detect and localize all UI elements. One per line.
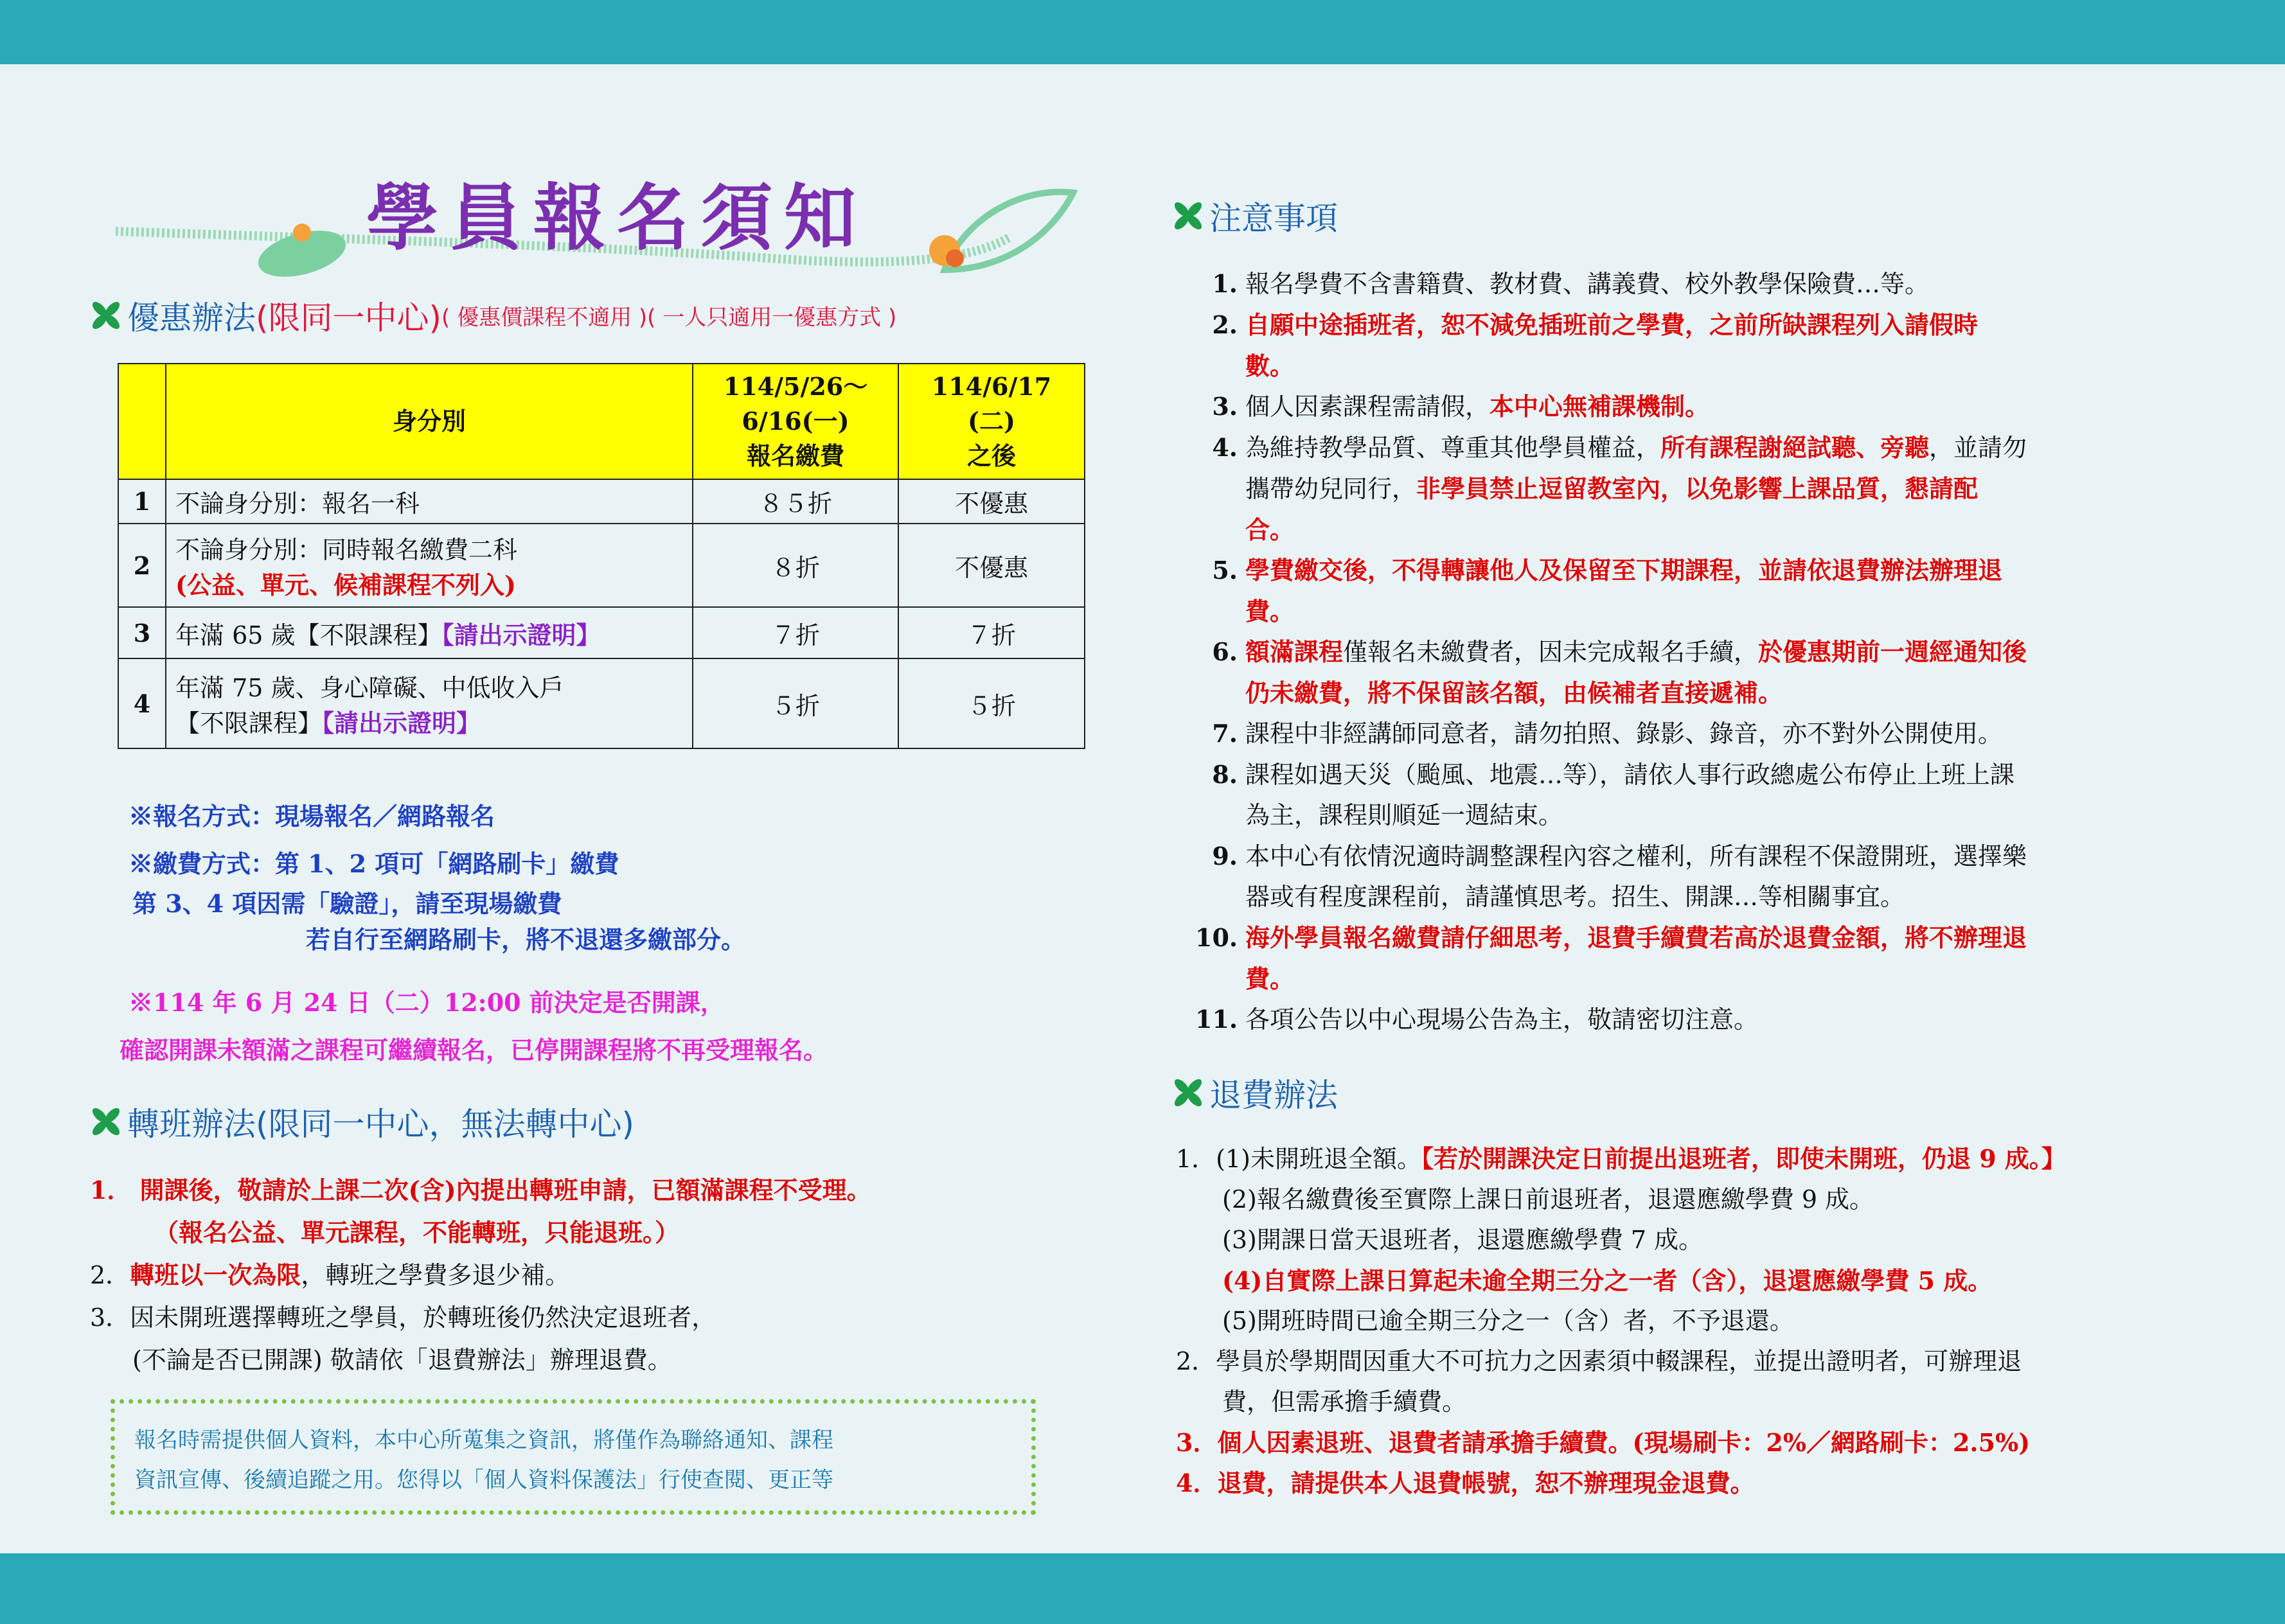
- attention-item-7: [1195, 713, 2027, 754]
- refund-item-1c: (3)開課日當天退班者，退還應繳學費 7 成。: [1222, 1226, 1703, 1254]
- title-area: [109, 141, 1086, 296]
- row-num: 2: [118, 524, 166, 607]
- discount-heading-text: 優惠辦法: [127, 299, 256, 337]
- header-period-2-line1: 114/6/17: [931, 372, 1052, 401]
- item-text-red: 本中心無補課機制。: [1489, 392, 1710, 421]
- item-num: 5.: [1212, 556, 1238, 585]
- table-row: [118, 607, 1085, 658]
- table-row: [118, 479, 1085, 524]
- transfer-item-2-red: 轉班以一次為限: [130, 1260, 301, 1289]
- row-identity-text: 年滿 65 歲【不限課程】: [175, 621, 442, 649]
- attention-item-3: [1195, 386, 2027, 427]
- transfer-item-2: [90, 1254, 871, 1296]
- refund-text: 1．(1)未開班退全額。: [1176, 1145, 1422, 1173]
- item-num: 11.: [1195, 1005, 1238, 1034]
- attention-item-8-cont: 為主，課程則順延一週結束。: [1245, 801, 1563, 829]
- item-text-red: 所有課程謝絕試聽、旁聽: [1660, 433, 1930, 462]
- row-identity-proof: 【請出示證明】: [441, 620, 601, 649]
- item-text: 課程如遇天災（颱風、地震…等），請依人事行政總處公布停止上班上課: [1245, 761, 2015, 789]
- refund-item-4: 4．退費，請提供本人退費帳號，恕不辦理現金退費。: [1176, 1469, 1755, 1497]
- attention-item-5-cont: 費。: [1245, 597, 1295, 626]
- transfer-heading-paren: (限同一中心，無法轉中心): [256, 1106, 635, 1143]
- header-period-1-line1: 114/5/26～: [723, 372, 868, 401]
- row-price-1: ５折: [693, 658, 898, 748]
- discount-heading-paren: (限同一中心): [256, 299, 442, 337]
- header-period-2: [898, 364, 1085, 479]
- attention-item-9: [1195, 836, 2027, 877]
- row-price-1: ８５折: [693, 479, 898, 524]
- privacy-line-2: 資訊宣傳、後續追蹤之用。您得以「個人資料保護法」行使查閱、更正等: [134, 1467, 833, 1493]
- discount-note-2: ( 一人只適用一優惠方式 ): [647, 304, 897, 331]
- refund-list: [1176, 1138, 2066, 1503]
- attention-item-2: [1195, 304, 2027, 346]
- row-price-2: ７折: [898, 607, 1085, 658]
- refund-item-1b: (2)報名繳費後至實際上課日前退班者，退還應繳學費 9 成。: [1222, 1185, 1874, 1214]
- row-price-1: ８折: [693, 524, 898, 607]
- refund-item-1e: (5)開班時間已逾全期三分之一（含）者，不予退還。: [1222, 1307, 1794, 1335]
- attention-item-11: [1195, 999, 2027, 1040]
- refund-item-2: 2．學員於學期間因重大不可抗力之因素須中輟課程，並提出證明者，可辦理退: [1176, 1347, 2022, 1375]
- row-identity-line2: (公益、單元、候補課程不列入): [175, 570, 516, 599]
- header-period-1-line3: 報名繳費: [746, 441, 844, 470]
- refund-item-1a: [1176, 1138, 2066, 1179]
- item-text: 攜帶幼兒同行，: [1245, 475, 1417, 503]
- privacy-notice: [111, 1399, 1036, 1515]
- refund-item-3: 3．個人因素退班、退費者請承擔手續費。(現場刷卡：2%／網路刷卡：2.5%): [1176, 1428, 2031, 1457]
- transfer-list: [90, 1169, 871, 1381]
- leaf-icon: [1171, 199, 1205, 233]
- row-identity-proof: 【請出示證明】: [322, 709, 481, 737]
- leaf-icon: [1171, 1075, 1205, 1110]
- header-period-2-line3: 之後: [966, 441, 1016, 470]
- row-price-1: ７折: [693, 607, 898, 658]
- attention-item-1: [1195, 263, 2027, 304]
- header-period-2-line2: (二): [968, 407, 1015, 436]
- attention-heading-text: 注意事項: [1209, 200, 1338, 237]
- refund-text-red: 【若於開課決定日前提出退班者，即使未開班，仍退 9 成。】: [1421, 1144, 2066, 1173]
- row-price-2: ５折: [898, 658, 1085, 748]
- top-band: [0, 0, 2285, 64]
- leaf-icon: [89, 1104, 123, 1139]
- header-period-1: [693, 364, 898, 479]
- discount-note-1: ( 優惠價課程不適用 ): [441, 304, 648, 331]
- item-text: 海外學員報名繳費請仔細思考，退費手續費若高於退費金額，將不辦理退: [1245, 923, 2027, 952]
- transfer-item-3b: (不論是否已開課) 敬請依「退費辦法」辦理退費。: [132, 1346, 672, 1374]
- row-identity: [166, 607, 693, 658]
- item-num: 6.: [1212, 637, 1238, 666]
- row-identity: 不論身分別：報名一科: [166, 479, 693, 524]
- row-num: 3: [118, 607, 166, 658]
- transfer-item-1b: （報名公益、單元課程，不能轉班，只能退班。）: [154, 1218, 680, 1247]
- item-num: 9.: [1212, 842, 1238, 870]
- attention-item-10: [1195, 917, 2027, 958]
- attention-heading: [1171, 193, 1338, 239]
- attention-item-4: [1195, 427, 2027, 468]
- discount-heading: [89, 292, 896, 339]
- item-text-tail: ，並請勿: [1929, 434, 2027, 462]
- register-method: ※報名方式：現場報名／網路報名: [129, 802, 495, 831]
- pay-method: ※繳費方式：第 1、2 項可「網路刷卡」繳費: [129, 849, 619, 878]
- attention-item-8: [1195, 754, 2027, 795]
- attention-item-5: [1195, 550, 2027, 591]
- transfer-item-1: 1． 開課後，敬請於上課二次(含)內提出轉班申請，已額滿課程不受理。: [90, 1176, 871, 1205]
- row-identity: [166, 524, 693, 607]
- open-decision: ※114 年 6 月 24 日（二）12:00 前決定是否開課，: [129, 988, 725, 1017]
- table-row: [118, 524, 1085, 607]
- leaf-icon: [89, 298, 123, 333]
- transfer-item-2-rest: ，轉班之學費多退少補。: [301, 1261, 570, 1289]
- transfer-heading: [89, 1099, 634, 1145]
- item-num: 10.: [1195, 923, 1238, 952]
- page-title: 學員報名須知: [366, 177, 867, 260]
- pay-method-2: 第 3、4 項因需「驗證」，請至現場繳費: [132, 889, 562, 918]
- table-row: [118, 658, 1085, 748]
- item-text: 本中心有依情況適時調整課程內容之權利，所有課程不保證開班，選擇樂: [1245, 842, 2027, 870]
- item-text: 為維持教學品質、尊重其他學員權益，: [1245, 434, 1661, 462]
- row-identity: [166, 658, 693, 748]
- row-identity-line1: 不論身分別：同時報名繳費二科: [175, 536, 518, 564]
- item-num: 1.: [1212, 269, 1238, 298]
- refund-item-2b: 費，但需承擔手續費。: [1222, 1388, 1467, 1416]
- item-text-red-tail: 於優惠期前一週經通知後: [1758, 637, 2027, 666]
- header-period-1-line2: 6/16(一): [742, 407, 849, 436]
- privacy-line-1: 報名時需提供個人資料，本中心所蒐集之資訊，將僅作為聯絡通知、課程: [134, 1427, 833, 1453]
- row-price-2: 不優惠: [898, 479, 1085, 524]
- transfer-item-3: 3．因未開班選擇轉班之學員，於轉班後仍然決定退班者，: [90, 1303, 716, 1332]
- discount-table: [118, 363, 1085, 749]
- attention-item-4-cont2: 合。: [1245, 515, 1295, 544]
- attention-item-4-cont: [1195, 468, 2027, 509]
- attention-item-2-cont: 數。: [1245, 351, 1295, 380]
- transfer-heading-text: 轉班辦法: [127, 1106, 256, 1143]
- item-text: 個人因素課程需請假，: [1245, 393, 1490, 421]
- item-num: 7.: [1212, 719, 1238, 748]
- pay-method-3: 若自行至網路刷卡，將不退還多繳部分。: [306, 925, 746, 954]
- row-identity-line2: 【不限課程】: [175, 709, 323, 737]
- transfer-item-2-num: 2．: [90, 1261, 130, 1289]
- row-num: 4: [118, 658, 166, 748]
- item-text: 報名學費不含書籍費、教材費、講義費、校外教學保險費…等。: [1245, 270, 1930, 298]
- header-identity: 身分別: [166, 364, 693, 479]
- open-decision-2: 確認開課未額滿之課程可繼續報名，已停開課程將不再受理報名。: [120, 1036, 828, 1064]
- item-num: 3.: [1212, 392, 1238, 421]
- attention-item-10-cont: 費。: [1245, 964, 1295, 993]
- item-num: 4.: [1212, 433, 1238, 462]
- attention-item-6: [1195, 631, 2027, 673]
- item-text: 各項公告以中心現場公告為主，敬請密切注意。: [1245, 1005, 1759, 1034]
- item-num: 8.: [1212, 760, 1238, 789]
- bottom-band: [0, 1553, 2285, 1624]
- refund-heading-text: 退費辦法: [1209, 1077, 1338, 1114]
- item-text: 學費繳交後，不得轉讓他人及保留至下期課程，並請依退費辦法辦理退: [1245, 556, 2003, 585]
- item-text: 課程中非經講師同意者，請勿拍照、錄影、錄音，亦不對外公開使用。: [1245, 719, 2003, 748]
- row-num: 1: [118, 479, 166, 524]
- item-text-red: 額滿課程: [1245, 637, 1344, 666]
- refund-heading: [1171, 1070, 1338, 1116]
- refund-item-1d: (4)自實際上課日算起未逾全期三分之一者（含），退還應繳學費 5 成。: [1222, 1266, 1993, 1295]
- item-text-red: 非學員禁止逗留教室內，以免影響上課品質，懇請配: [1416, 474, 1978, 503]
- attention-item-6-cont: 仍未繳費，將不保留該名額，由候補者直接遞補。: [1245, 678, 1783, 707]
- attention-list: [1195, 263, 2027, 1040]
- table-header-row: [118, 364, 1085, 479]
- item-num: 2.: [1212, 310, 1238, 339]
- attention-item-9-cont: 器或有程度課程前，請謹慎思考。招生、開課…等相關事宜。: [1245, 883, 1905, 911]
- row-identity-line1: 年滿 75 歲、身心障礙、中低收入戶: [175, 674, 564, 702]
- item-text: 僅報名未繳費者，因未完成報名手續，: [1343, 638, 1759, 666]
- header-num-cell: [118, 364, 166, 479]
- item-text: 自願中途插班者，恕不減免插班前之學費，之前所缺課程列入請假時: [1245, 310, 1978, 339]
- row-price-2: 不優惠: [898, 524, 1085, 607]
